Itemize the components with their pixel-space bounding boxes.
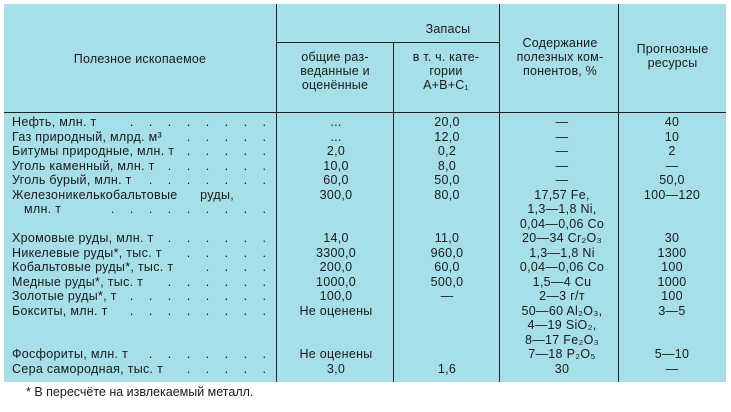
forecast-resources: 30	[664, 231, 680, 245]
forecast-resources: 50,0	[659, 173, 685, 187]
component-content: 7—18 P₂O₅	[528, 347, 596, 361]
mineral-name: Уголь каменный, млн. т	[12, 158, 155, 173]
component-content: 0,04—0,06 Co	[519, 216, 605, 231]
total-reserves: Не оценены	[299, 347, 373, 361]
abc-reserves: 11,0	[434, 231, 460, 245]
leader-dots: . . . . . . . .	[129, 115, 272, 129]
forecast-resources: —	[665, 158, 679, 173]
component-content: 2—3 г/т	[539, 289, 585, 303]
total-reserves: 14,0	[323, 231, 349, 245]
leader-dots: . . . . . . . .	[129, 289, 272, 303]
component-content: —	[555, 158, 569, 173]
abc-reserves: 1,6	[437, 361, 457, 376]
total-reserves: 2,0	[326, 144, 346, 158]
forecast-resources: 1000	[657, 274, 687, 289]
mineral-name: Уголь бурый, млн. т	[12, 173, 132, 187]
forecast-resources: 100—120	[643, 187, 701, 202]
forecast-resources: 100	[661, 289, 683, 303]
abc-reserves: 50,0	[434, 173, 460, 187]
mineral-name: Фосфориты, млн. т	[12, 347, 129, 361]
component-content: 0,04—0,06 Co	[519, 260, 605, 274]
total-reserves: 1000,0	[315, 274, 357, 289]
mineral-name: Золотые руды*, т	[12, 289, 117, 303]
mineral-name: Никелевые руды*, тыс. т	[12, 245, 162, 260]
component-content: 1,3—1,8 Ni,	[527, 202, 597, 216]
footnote: * В пересчёте на извлекаемый металл.	[26, 385, 254, 399]
col-divider	[276, 4, 277, 382]
forecast-resources: 100	[661, 260, 683, 274]
abc-reserves: 12,0	[434, 129, 460, 144]
header-abc: в т. ч. кате- гории A+B+C₁	[412, 50, 480, 92]
total-reserves: 60,0	[323, 173, 349, 187]
abc-reserves: 0,2	[437, 144, 457, 158]
component-content: 1,5—4 Cu	[532, 274, 592, 289]
component-content: 30	[554, 361, 570, 376]
abc-reserves: 20,0	[434, 115, 460, 129]
leader-dots: . . . . . . . . .	[110, 202, 272, 216]
mineral-name: Кобальтовые руды*, тыс. т	[12, 260, 174, 274]
forecast-resources: 1300	[657, 245, 687, 260]
reserves-table	[4, 4, 726, 382]
forecast-resources: 2	[668, 144, 676, 158]
total-reserves: 100,0	[319, 289, 353, 303]
component-content: —	[555, 129, 569, 144]
col-divider	[499, 4, 500, 382]
total-reserves: ...	[330, 129, 342, 144]
header-mineral: Полезное ископаемое	[73, 52, 207, 66]
total-reserves: ...	[330, 115, 342, 129]
abc-reserves: 60,0	[434, 260, 460, 274]
header-reserves: Запасы	[425, 22, 471, 36]
abc-reserves: 500,0	[430, 274, 464, 289]
total-reserves: Не оценены	[299, 303, 373, 318]
leader-dots: . . . . . .	[167, 274, 272, 289]
total-reserves: 10,0	[323, 158, 349, 173]
mineral-name: Газ природный, млрд. м³	[12, 129, 162, 144]
leader-dots: . . . . .	[186, 144, 272, 158]
header-forecast: Прогнозные ресурсы	[636, 42, 709, 70]
leader-dots: . . . . .	[186, 361, 272, 376]
leader-dots: . . . . . . .	[148, 173, 272, 187]
component-content: 50—60 Al₂O₃,	[521, 303, 603, 318]
mineral-name: Бокситы, млн. т	[12, 303, 108, 318]
component-content: 1,3—1,8 Ni	[529, 245, 595, 260]
total-reserves: 300,0	[319, 187, 353, 202]
forecast-resources: 40	[664, 115, 680, 129]
leader-dots: . . . . .	[186, 245, 272, 260]
forecast-resources: 10	[664, 129, 680, 144]
mineral-name: Сера самородная, тыс. т	[12, 361, 164, 376]
abc-reserves: 8,0	[437, 158, 457, 173]
abc-reserves: 960,0	[430, 245, 464, 260]
abc-reserves: 80,0	[434, 187, 460, 202]
mineral-name: Железоникелькобальтовые руды,	[12, 187, 235, 202]
component-content: 17,57 Fe,	[534, 187, 590, 202]
mineral-name: Битумы природные, млн. т	[12, 144, 175, 158]
component-content: —	[555, 115, 569, 129]
leader-dots: . . . . . . . .	[129, 303, 272, 318]
header-total: общие раз- веданные и оценённые	[300, 50, 370, 92]
forecast-resources: 5—10	[654, 347, 690, 361]
header-content: Содержание полезных ком- понентов, %	[516, 36, 604, 78]
total-reserves: 200,0	[319, 260, 353, 274]
total-reserves: 3300,0	[315, 245, 357, 260]
mineral-name-cont: млн. т	[24, 202, 62, 216]
total-reserves: 3,0	[326, 361, 346, 376]
component-content: 20—34 Cr₂O₃	[522, 231, 602, 245]
leader-dots: . . . . . .	[167, 231, 272, 245]
mineral-name: Хромовые руды, млн. т	[12, 231, 154, 245]
forecast-resources: —	[665, 361, 679, 376]
abc-reserves: —	[440, 289, 454, 303]
reserves-divider	[276, 42, 499, 43]
forecast-resources: 3—5	[658, 303, 686, 318]
mineral-name: Нефть, млн. т	[12, 115, 97, 129]
component-content: 8—17 Fe₂O₃	[524, 332, 600, 347]
mineral-name: Медные руды*, тыс. т	[12, 274, 144, 289]
leader-dots: . . . . . . .	[148, 347, 272, 361]
col-divider	[393, 42, 394, 382]
leader-dots: . . . .	[205, 260, 272, 274]
leader-dots: . . . . .	[186, 129, 272, 144]
component-content: —	[555, 173, 569, 187]
component-content: 4—19 SiO₂,	[527, 318, 597, 332]
component-content: —	[555, 144, 569, 158]
leader-dots: . . . . . .	[167, 158, 272, 173]
